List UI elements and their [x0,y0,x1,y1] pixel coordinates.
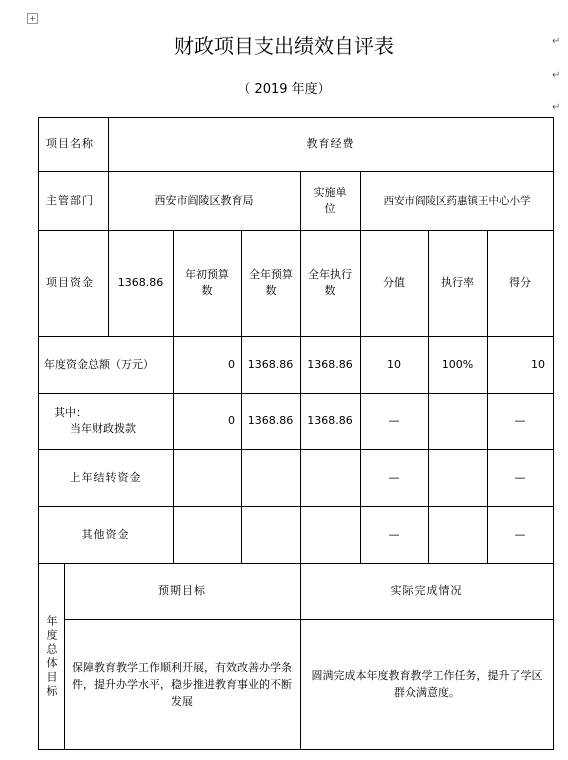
other-funds-label: 其他资金 [81,527,130,541]
project-name-value: 教育经费 [306,137,355,150]
current-fiscal-score-value: — [388,414,400,427]
col-initial-budget: 年初预算数 [185,268,229,297]
project-funds-label: 项目资金 [46,276,94,289]
year-line: （ 2019 年度） [237,82,331,97]
other-funds-score-value: — [388,527,400,541]
current-fiscal-budget: 1368.86 [247,414,294,427]
col-score-value: 分值 [383,276,405,289]
carryover-budget [241,449,300,506]
paragraph-mark-icon: ↵ [552,102,561,113]
carryover-score-value: — [388,470,400,484]
carryover-rate [428,449,487,506]
implementing-unit-label: 实施单位 [313,185,347,215]
carryover-initial [173,449,241,506]
other-funds-score: — [514,527,526,541]
expected-goal-text: 保障教育教学工作顺利开展，有效改善办学条件，提升办学水平，稳步推进教育事业的不断发展 [72,660,292,708]
department-value: 西安市阎陵区教育局 [154,193,254,207]
implementing-unit-value: 西安市阎陵区药惠镇王中心小学 [383,194,531,207]
other-funds-budget [241,506,300,563]
of-which-label: 其中： [54,406,87,419]
other-funds-rate [428,506,487,563]
other-funds-initial [173,506,241,563]
annual-goals-side-label-cell [38,563,64,750]
carryover-execution [300,449,360,506]
col-score: 得分 [509,276,531,289]
current-fiscal-score: — [514,414,526,427]
annual-total-initial: 0 [228,357,235,371]
current-fiscal-rate [428,393,487,449]
annual-goals-side-label: 年度总体目标 [45,614,58,699]
current-fiscal-label: 当年财政拨款 [70,422,136,435]
paragraph-mark-icon: ↵ [552,70,561,81]
project-funds-amount: 1368.86 [117,276,164,289]
table-move-handle-icon[interactable]: + [27,13,38,24]
department-label: 主管部门 [46,193,94,207]
current-fiscal-initial: 0 [228,414,235,427]
current-fiscal-execution: 1368.86 [307,414,353,427]
current-fiscal-label-block [44,393,172,449]
other-funds-execution [300,506,360,563]
paragraph-mark-icon: ↵ [552,36,561,47]
col-execution-rate: 执行率 [441,276,474,289]
carryover-score: — [514,470,526,484]
annual-total-label: 年度资金总额（万元） [44,357,154,371]
annual-total-budget: 1368.86 [247,357,294,371]
actual-completion-text: 圆满完成本年度教育教学工作任务，提升了学区群众满意度。 [311,669,543,699]
expected-goal-header: 预期目标 [158,584,206,597]
project-name-label: 项目名称 [46,137,94,150]
annual-total-score-value: 10 [387,357,401,371]
annual-total-execution: 1368.86 [307,357,353,371]
col-annual-execution: 全年执行数 [308,268,352,297]
col-annual-budget: 全年预算数 [249,268,293,297]
annual-total-rate: 100% [441,357,474,371]
carryover-label: 上年结转资金 [69,470,142,484]
page-title: 财政项目支出绩效自评表 [174,34,394,58]
annual-total-score: 10 [531,357,545,371]
actual-completion-header: 实际完成情况 [390,584,463,597]
